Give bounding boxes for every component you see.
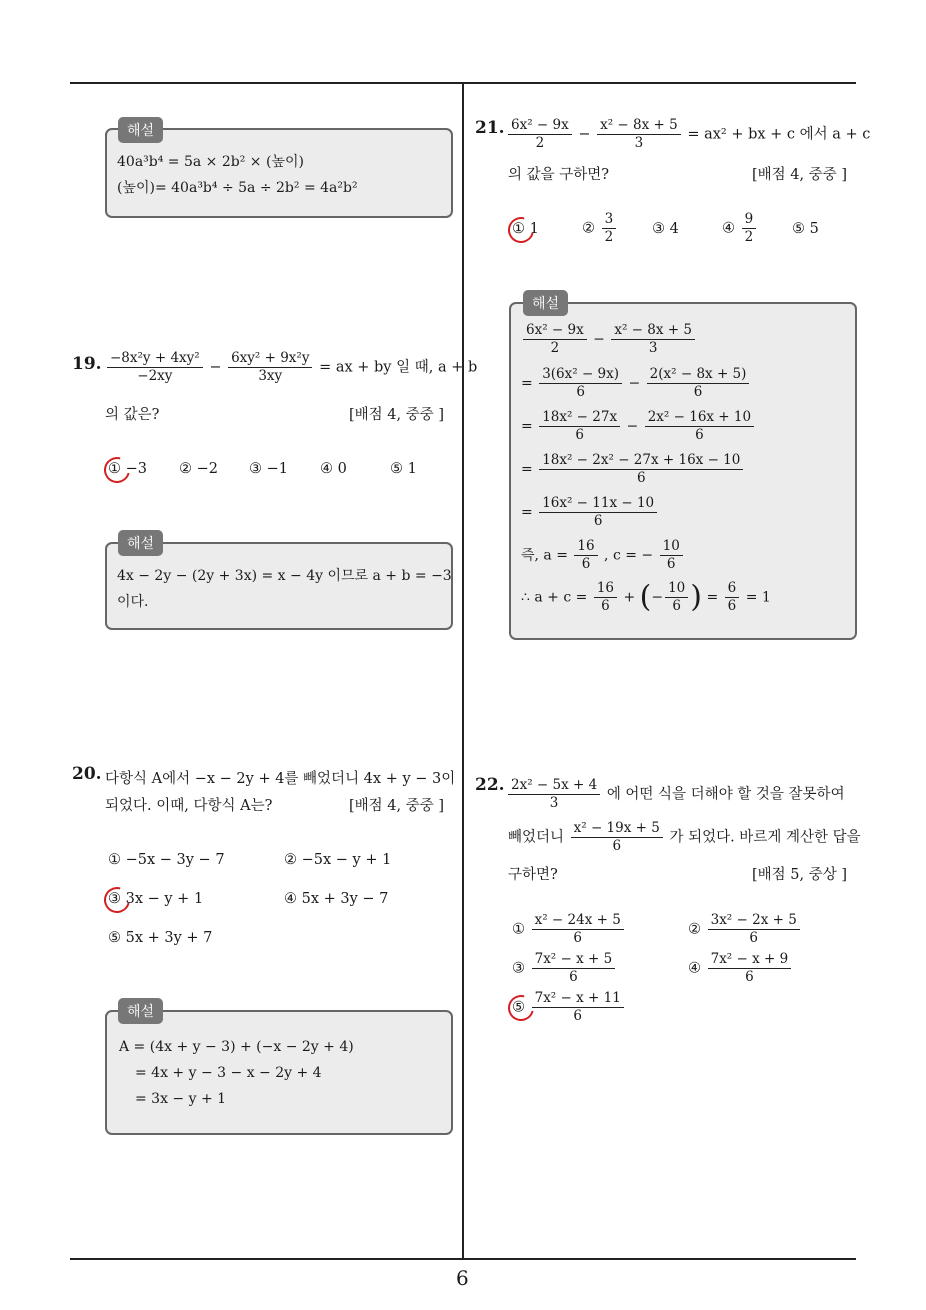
page-number: 6	[456, 1266, 469, 1290]
q22-stem-line3: 구하면?	[508, 867, 558, 883]
q21-option-4[interactable]: ④ $\frac{9}{2}$	[722, 211, 758, 246]
q18-solution-line: 40a³b⁴ = 5a × 2b² × (높이)	[117, 154, 304, 170]
q21-option-1[interactable]: ① 1	[512, 221, 539, 237]
q19-points: [배점 4, 중중 ]	[349, 407, 445, 423]
q21-points: [배점 4, 중중 ]	[752, 167, 848, 183]
q22-fraction-1: $\frac{\text{2x² − 5x + 4}}{3}$	[508, 777, 600, 812]
q20-solution-line: A = (4x + y − 3) + (−x − 2y + 4)	[119, 1039, 354, 1055]
q20-solution-line: = 4x + y − 3 − x − 2y + 4	[135, 1065, 322, 1081]
q22-stem-line1: $\frac{\text{2x² − 5x + 4}}{3}$ 에 어떤 식을 더해야 할 것을 잘못하여	[506, 777, 845, 812]
q21-solution-line: ∴ a + c = $\frac{16}{6}$ + (− $\frac{10}{6}$ ) = $\frac{6}{6}$ = 1	[521, 579, 771, 615]
q21-fraction-1: $\frac{\text{6x² − 9x}}{2}$	[508, 117, 572, 152]
column-divider	[462, 84, 464, 1259]
q22-option-1[interactable]: ① $\frac{\text{x² − 24x + 5}}{6}$	[512, 912, 626, 947]
q21-fraction-2: $\frac{\text{x² − 8x + 5}}{3}$	[597, 117, 681, 152]
q21-stem: $\frac{\text{6x² − 9x}}{2}$ − $\frac{\text{x² − 8x + 5}}{3}$ = ax² + bx + c 에서 a + c	[506, 117, 870, 152]
q21-option-5[interactable]: ⑤ 5	[792, 221, 819, 237]
q20-option-2[interactable]: ② −5x − y + 1	[284, 852, 392, 868]
q20-number: 20.	[72, 764, 102, 784]
q20-stem-line1: 다항식 A에서 −x − 2y + 4를 빼었더니 4x + y − 3이	[105, 771, 456, 787]
q21-solution-line: = $\frac{\text{18x² − 27x}}{6}$ − $\frac{\text{2x² − 16x + 10}}{6}$	[521, 409, 756, 444]
q19-option-5[interactable]: ⑤ 1	[390, 461, 417, 477]
q19-stem: $\frac{\text{−8x²y + 4xy²}}{-2xy}$ − $\frac{\text{6xy² + 9x²y}}{3xy}$ = ax + by 일 때, a + b	[105, 350, 477, 385]
q19-solution-line: 이다.	[117, 594, 149, 610]
q18-solution-tag: 해설	[118, 117, 163, 143]
q20-solution-tag: 해설	[118, 998, 163, 1024]
q21-option-3[interactable]: ③ 4	[652, 221, 679, 237]
q22-option-3[interactable]: ③ $\frac{\text{7x² − x + 5}}{6}$	[512, 951, 617, 986]
q19-answer-mark-icon	[99, 452, 135, 488]
q21-stem-line2: 의 값을 구하면?	[508, 167, 610, 183]
q20-option-4[interactable]: ④ 5x + 3y − 7	[284, 891, 389, 907]
q22-fraction-2: $\frac{\text{x² − 19x + 5}}{6}$	[571, 820, 663, 855]
q18-solution-line: (높이)= 40a³b⁴ ÷ 5a ÷ 2b² = 4a²b²	[117, 180, 358, 196]
q19-stem-line2: 의 값은?	[105, 407, 160, 423]
q20-stem-line2: 되었다. 이때, 다항식 A는?	[105, 798, 273, 814]
q21-solution-line: = $\frac{\text{16x² − 11x − 10}}{6}$	[521, 495, 659, 530]
q21-option-2[interactable]: ② $\frac{3}{2}$	[582, 211, 618, 246]
q21-answer-mark-icon	[503, 212, 539, 248]
q20-option-5[interactable]: ⑤ 5x + 3y + 7	[108, 930, 213, 946]
q19-solution-tag: 해설	[118, 530, 163, 556]
q22-option-4[interactable]: ④ $\frac{\text{7x² − x + 9}}{6}$	[688, 951, 793, 986]
q21-solution-line: $\frac{\text{6x² − 9x}}{2}$ − $\frac{\text{x² − 8x + 5}}{3}$	[521, 322, 697, 357]
q19-option-3[interactable]: ③ −1	[249, 461, 288, 477]
bottom-rule	[70, 1258, 856, 1260]
q22-number: 22.	[475, 775, 505, 795]
q19-fraction-1: $\frac{\text{−8x²y + 4xy²}}{-2xy}$	[107, 350, 203, 385]
q21-solution-tag: 해설	[523, 290, 568, 316]
q19-solution-line: 4x − 2y − (2y + 3x) = x − 4y 이므로 a + b = −3	[117, 568, 452, 584]
q19-option-1[interactable]: ① −3	[108, 461, 147, 477]
q22-points: [배점 5, 중상 ]	[752, 867, 848, 883]
q21-number: 21.	[475, 118, 505, 138]
q22-stem-line2: 빼었더니 $\frac{\text{x² − 19x + 5}}{6}$ 가 되었다. 바르게 계산한 답을	[508, 820, 861, 854]
q20-answer-mark-icon	[99, 882, 135, 918]
q20-points: [배점 4, 중중 ]	[349, 798, 445, 814]
q20-solution-line: = 3x − y + 1	[135, 1091, 227, 1107]
q19-option-2[interactable]: ② −2	[179, 461, 218, 477]
q22-option-2[interactable]: ② $\frac{\text{3x² − 2x + 5}}{6}$	[688, 912, 802, 947]
q22-option-5[interactable]: ⑤ $\frac{\text{7x² − x + 11}}{6}$	[512, 990, 626, 1025]
q21-solution-line: 즉, a = $\frac{16}{6}$ , c = − $\frac{10}{6}$	[521, 538, 685, 573]
q20-option-1[interactable]: ① −5x − 3y − 7	[108, 852, 225, 868]
q19-fraction-2: $\frac{\text{6xy² + 9x²y}}{3xy}$	[228, 350, 312, 385]
q21-solution-line: = $\frac{\text{3(6x² − 9x)}}{6}$ − $\frac{\text{2(x² − 8x + 5)}}{6}$	[521, 366, 751, 401]
q20-option-3[interactable]: ③ 3x − y + 1	[108, 891, 204, 907]
q19-number: 19.	[72, 354, 102, 374]
q19-option-4[interactable]: ④ 0	[320, 461, 347, 477]
q21-solution-line: = $\frac{\text{18x² − 2x² − 27x + 16x − 10}}{6}$	[521, 452, 745, 487]
